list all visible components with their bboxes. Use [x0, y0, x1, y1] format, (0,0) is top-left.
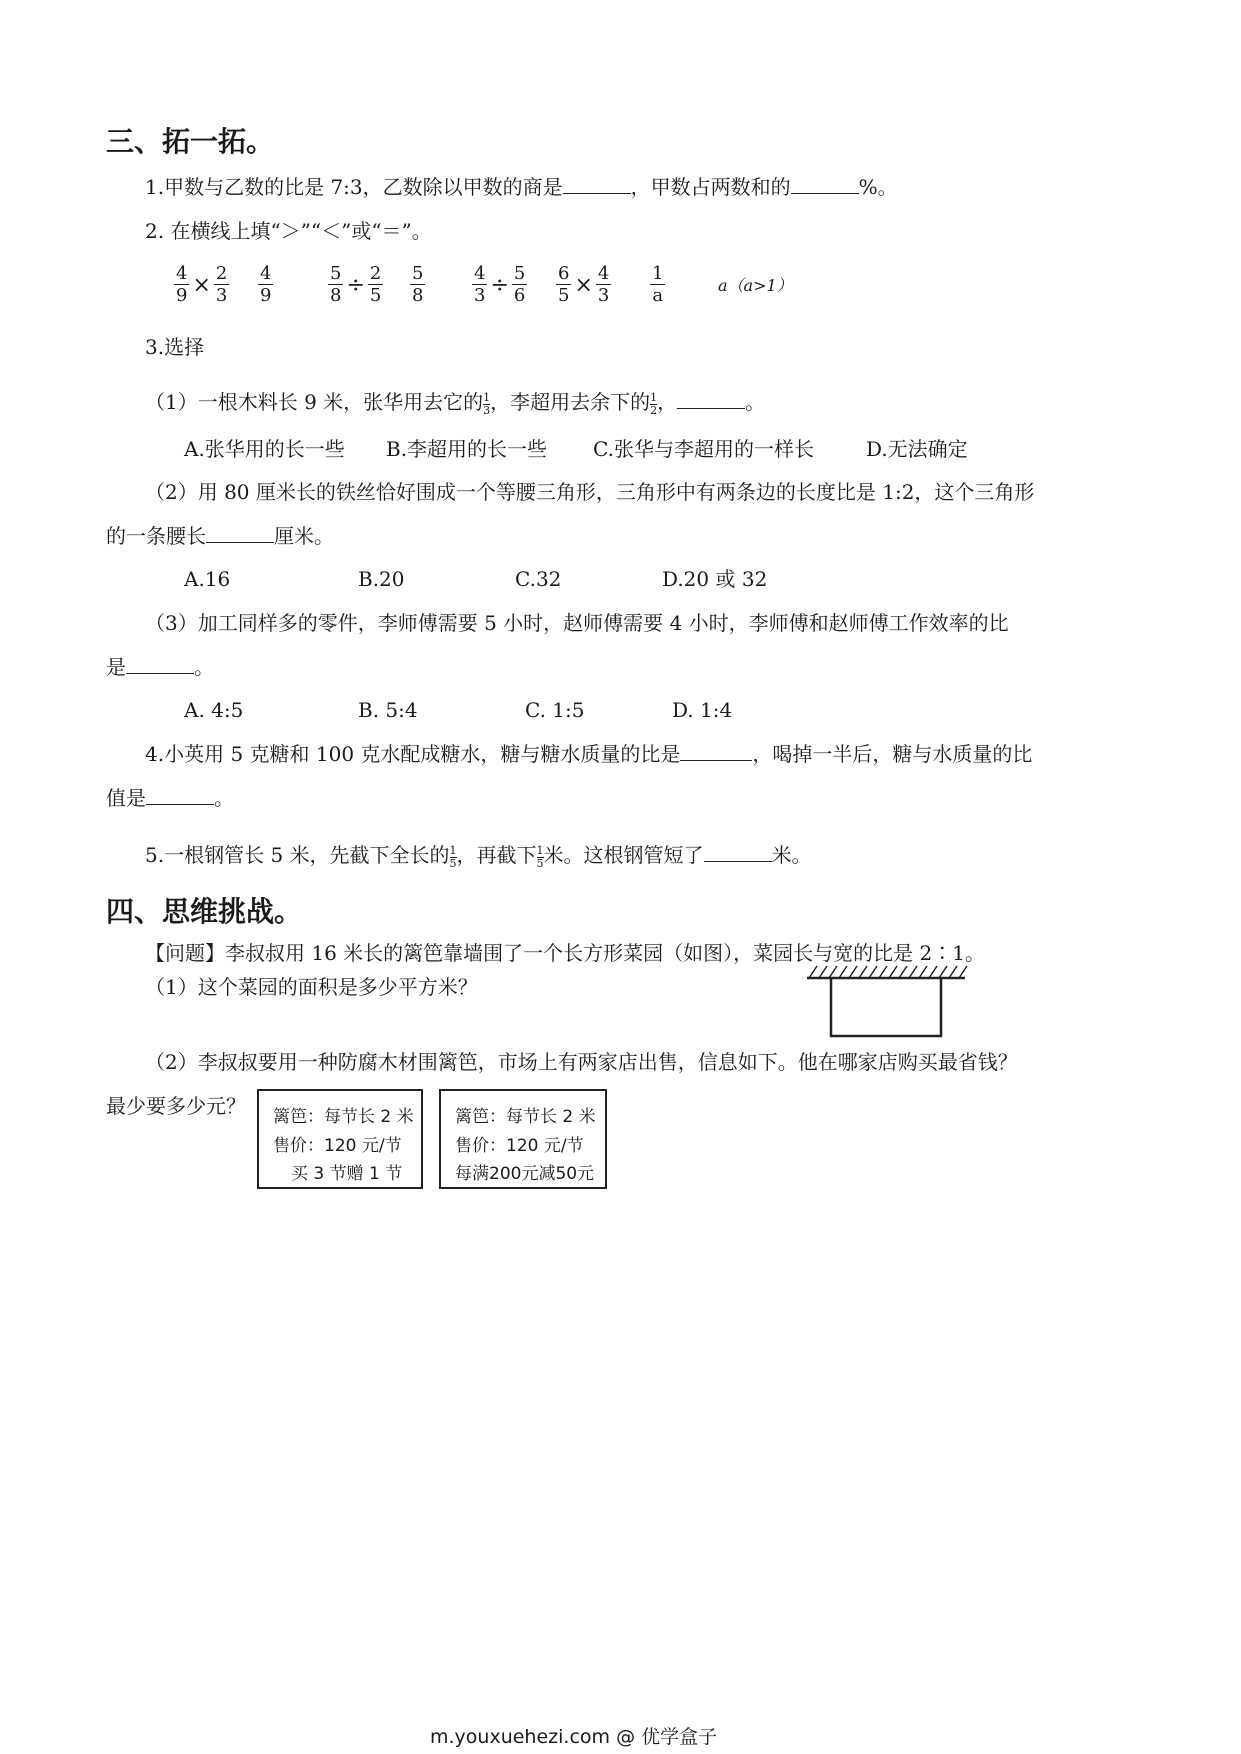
fraction: $\frac{4}{3}$ [474, 263, 486, 306]
store-1-info-box [257, 1089, 423, 1189]
q3-1-option-c[interactable]: C.张华与李超用的一样长 [593, 437, 814, 461]
fraction: $\frac{5}{8}$ [330, 263, 342, 306]
fraction: $\frac{4}{9}$ [260, 263, 272, 306]
q3-3-blank[interactable] [126, 655, 194, 674]
fraction: $\frac{1}{5}$ [449, 844, 457, 871]
question-5: 5.一根钢管长 5 米，先截下全长的 $\frac{1}{5}$ ，再截下 $\frac{1}{5}$ 米。这根钢管短了 米。 [145, 843, 812, 871]
wall-hatching [809, 966, 967, 978]
section4-heading: 四、思维挑战。 [106, 895, 303, 928]
q2-item-2-compare [410, 264, 425, 306]
q3-3-option-a[interactable]: A. 4:5 [184, 698, 244, 722]
q2-item-1 [174, 264, 229, 306]
store-1-line-3: 买 3 节赠 1 节 [291, 1164, 403, 1184]
q3-2-option-c[interactable]: C.32 [515, 567, 562, 591]
question-3-title: 3.选择 [145, 335, 205, 359]
q3-2-option-b[interactable]: B.20 [358, 567, 405, 591]
q3-1-option-d[interactable]: D.无法确定 [866, 437, 968, 461]
fraction: $\frac{2}{3}$ [215, 263, 228, 306]
q1-text-c: %。 [858, 175, 898, 199]
fence-outline [831, 978, 941, 1036]
q4-blank-2[interactable] [146, 786, 214, 805]
store-2-line-2: 售价：120 元/节 [455, 1136, 584, 1156]
q3-2-option-d[interactable]: D.20 或 32 [662, 567, 768, 591]
q1-blank-2[interactable] [791, 175, 859, 194]
q1-text-b: ，甲数占两数和的 [630, 175, 791, 199]
fraction: $\frac{5}{8}$ [412, 263, 424, 306]
q2-item-5 [650, 264, 665, 306]
times-sign: × [192, 272, 211, 298]
q3-3-option-c[interactable]: C. 1:5 [525, 698, 585, 722]
challenge-sub-2-line2: 最少要多少元？ [106, 1094, 246, 1118]
fraction: $\frac{4}{9}$ [176, 263, 188, 306]
fraction: $\frac{2}{5}$ [369, 263, 382, 306]
q2-item-4 [556, 264, 611, 306]
fraction: $\frac{6}{5}$ [558, 263, 570, 306]
q3-2-option-a[interactable]: A.16 [184, 567, 231, 591]
q3-part-2-line2: 的一条腰长 厘米。 [106, 524, 334, 548]
q2-item-2 [328, 264, 383, 306]
q3-1-option-a[interactable]: A.张华用的长一些 [184, 437, 345, 461]
q3-2-blank[interactable] [206, 524, 274, 543]
q3-part-3-line2: 是 。 [106, 655, 214, 679]
fraction: $\frac{1}{a}$ [652, 263, 664, 306]
section3-heading: 三、拓一拓。 [106, 125, 275, 158]
q3-3-option-d[interactable]: D. 1:4 [672, 698, 733, 722]
fraction: $\frac{1}{3}$ [483, 391, 491, 418]
q3-part-3-line1: （3）加工同样多的零件，李师傅需要 5 小时，赵师傅需要 4 小时，李师傅和赵师傅工作效率的比 [145, 611, 1009, 635]
challenge-problem: 【问题】李叔叔用 16 米长的篱笆靠墙围了一个长方形菜园（如图），菜园长与宽的比是 2∶1。 [145, 941, 985, 965]
divide-sign: ÷ [490, 272, 509, 298]
store-2-info-box [439, 1089, 607, 1189]
q3-3-option-b[interactable]: B. 5:4 [358, 698, 418, 722]
store-1-line-1: 篱笆：每节长 2 米 [273, 1107, 414, 1127]
store-2-line-1: 篱笆：每节长 2 米 [455, 1107, 596, 1127]
q3-part-1: （1）一根木料长 9 米，张华用去它的 $\frac{1}{3}$ ，李超用去余下的 $\frac{1}{2}$ ， 。 [145, 390, 766, 418]
divide-sign: ÷ [346, 272, 365, 298]
q1-blank-1[interactable] [563, 175, 631, 194]
times-sign: × [574, 272, 593, 298]
footer-source: m.youxuehezi.com @ 优学盒子 [430, 1726, 718, 1748]
store-1-line-2: 售价：120 元/节 [273, 1136, 402, 1156]
q1-text-a: 1.甲数与乙数的比是 7:3，乙数除以甲数的商是 [145, 175, 563, 199]
q3-part-2-line1: （2）用 80 厘米长的铁丝恰好围成一个等腰三角形，三角形中有两条边的长度比是 1:2，这个三角形 [145, 480, 1035, 504]
question-1 [145, 175, 898, 199]
q3-1-option-b[interactable]: B.李超用的长一些 [386, 437, 548, 461]
question-4-line2: 值是 。 [106, 786, 234, 810]
fraction: $\frac{1}{2}$ [650, 391, 658, 418]
q5-blank[interactable] [704, 843, 772, 862]
fraction: $\frac{1}{5}$ [536, 844, 544, 871]
store-2-line-3: 每满200元减50元 [455, 1164, 595, 1184]
question-2: 2. 在横线上填“＞”“＜”或“＝”。 [145, 219, 432, 243]
challenge-sub-2-line1: （2）李叔叔要用一种防腐木材围篱笆，市场上有两家店出售，信息如下。他在哪家店购买最省钱？ [145, 1050, 1018, 1074]
fraction: $\frac{5}{6}$ [513, 263, 526, 306]
garden-diagram [805, 962, 970, 1042]
fraction: $\frac{4}{3}$ [597, 263, 610, 306]
q3-1-blank[interactable] [677, 390, 745, 409]
q4-blank-1[interactable] [680, 742, 752, 761]
q2-item-3 [472, 264, 527, 306]
q2-item-1-compare [258, 264, 273, 306]
question-4-line1: 4.小英用 5 克糖和 100 克水配成糖水，糖与糖水质量的比是 ，喝掉一半后，糖与水质量的比 [145, 742, 1033, 766]
challenge-sub-1: （1）这个菜园的面积是多少平方米？ [145, 975, 478, 999]
q2-item-5-compare: a（a>1） [718, 276, 793, 295]
